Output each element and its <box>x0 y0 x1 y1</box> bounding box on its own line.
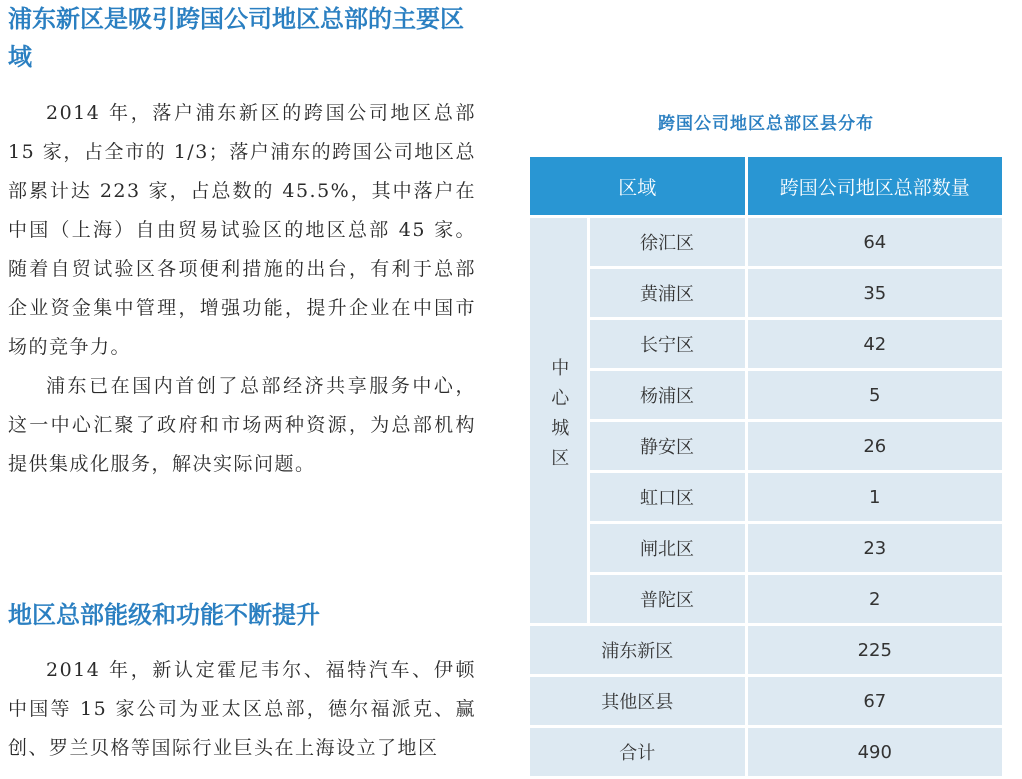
table-row <box>530 421 1002 472</box>
group-label: 中心城区 <box>548 358 570 478</box>
count-cell: 35 <box>746 268 1002 319</box>
district-cell: 徐汇区 <box>588 217 746 268</box>
table-row <box>530 319 1002 370</box>
table-title: 跨国公司地区总部区县分布 <box>658 114 874 134</box>
count-cell: 5 <box>746 370 1002 421</box>
count-cell: 42 <box>746 319 1002 370</box>
count-cell: 1 <box>746 472 1002 523</box>
section-body-1 <box>8 94 476 484</box>
table-row <box>530 268 1002 319</box>
table-row-total <box>530 727 1002 778</box>
count-cell: 23 <box>746 523 1002 574</box>
section-heading-2: 地区总部能级和功能不断提升 <box>8 600 320 629</box>
district-cell: 其他区县 <box>530 676 746 727</box>
table-row <box>530 523 1002 574</box>
count-cell: 225 <box>746 625 1002 676</box>
district-cell: 长宁区 <box>588 319 746 370</box>
header-count: 跨国公司地区总部数量 <box>746 157 1002 217</box>
district-cell: 静安区 <box>588 421 746 472</box>
table-row-pudong <box>530 625 1002 676</box>
count-cell: 26 <box>746 421 1002 472</box>
district-table <box>530 157 1002 779</box>
district-cell: 黄浦区 <box>588 268 746 319</box>
district-cell: 杨浦区 <box>588 370 746 421</box>
section-body-2 <box>8 651 476 768</box>
section-heading-1: 浦东新区是吸引跨国公司地区总部的主要区域 <box>8 4 464 71</box>
table-row <box>530 574 1002 625</box>
district-cell: 虹口区 <box>588 472 746 523</box>
table-header-row <box>530 157 1002 217</box>
count-cell: 64 <box>746 217 1002 268</box>
total-label-cell: 合计 <box>530 727 746 778</box>
table-row <box>530 217 1002 268</box>
district-table-container <box>530 157 1002 764</box>
count-cell: 2 <box>746 574 1002 625</box>
total-count-cell: 490 <box>746 727 1002 778</box>
paragraph-1: 2014 年，落户浦东新区的跨国公司地区总部 15 家，占全市的 1/3；落户浦东的跨国公司地区总部累计达 223 家，占总数的 45.5%，其中落户在中国（上海）自由贸易试验区的地区总部 45 家。随着自贸试验区各项便利措施的出台，有利于总部企业资金集中管理，增强功能，提升企业在中国市场的竞争力。 <box>8 102 476 358</box>
district-cell: 闸北区 <box>588 523 746 574</box>
paragraph-2: 浦东已在国内首创了总部经济共享服务中心，这一中心汇聚了政府和市场两种资源，为总部机构提供集成化服务，解决实际问题。 <box>8 375 476 475</box>
table-row <box>530 370 1002 421</box>
header-region: 区域 <box>530 157 746 217</box>
paragraph-3: 2014 年，新认定霍尼韦尔、福特汽车、伊顿中国等 15 家公司为亚太区总部，德尔福派克、赢创、罗兰贝格等国际行业巨头在上海设立了地区 <box>8 659 476 759</box>
table-row <box>530 472 1002 523</box>
district-cell: 普陀区 <box>588 574 746 625</box>
group-label-cell <box>530 217 588 625</box>
district-cell: 浦东新区 <box>530 625 746 676</box>
count-cell: 67 <box>746 676 1002 727</box>
table-row-others <box>530 676 1002 727</box>
